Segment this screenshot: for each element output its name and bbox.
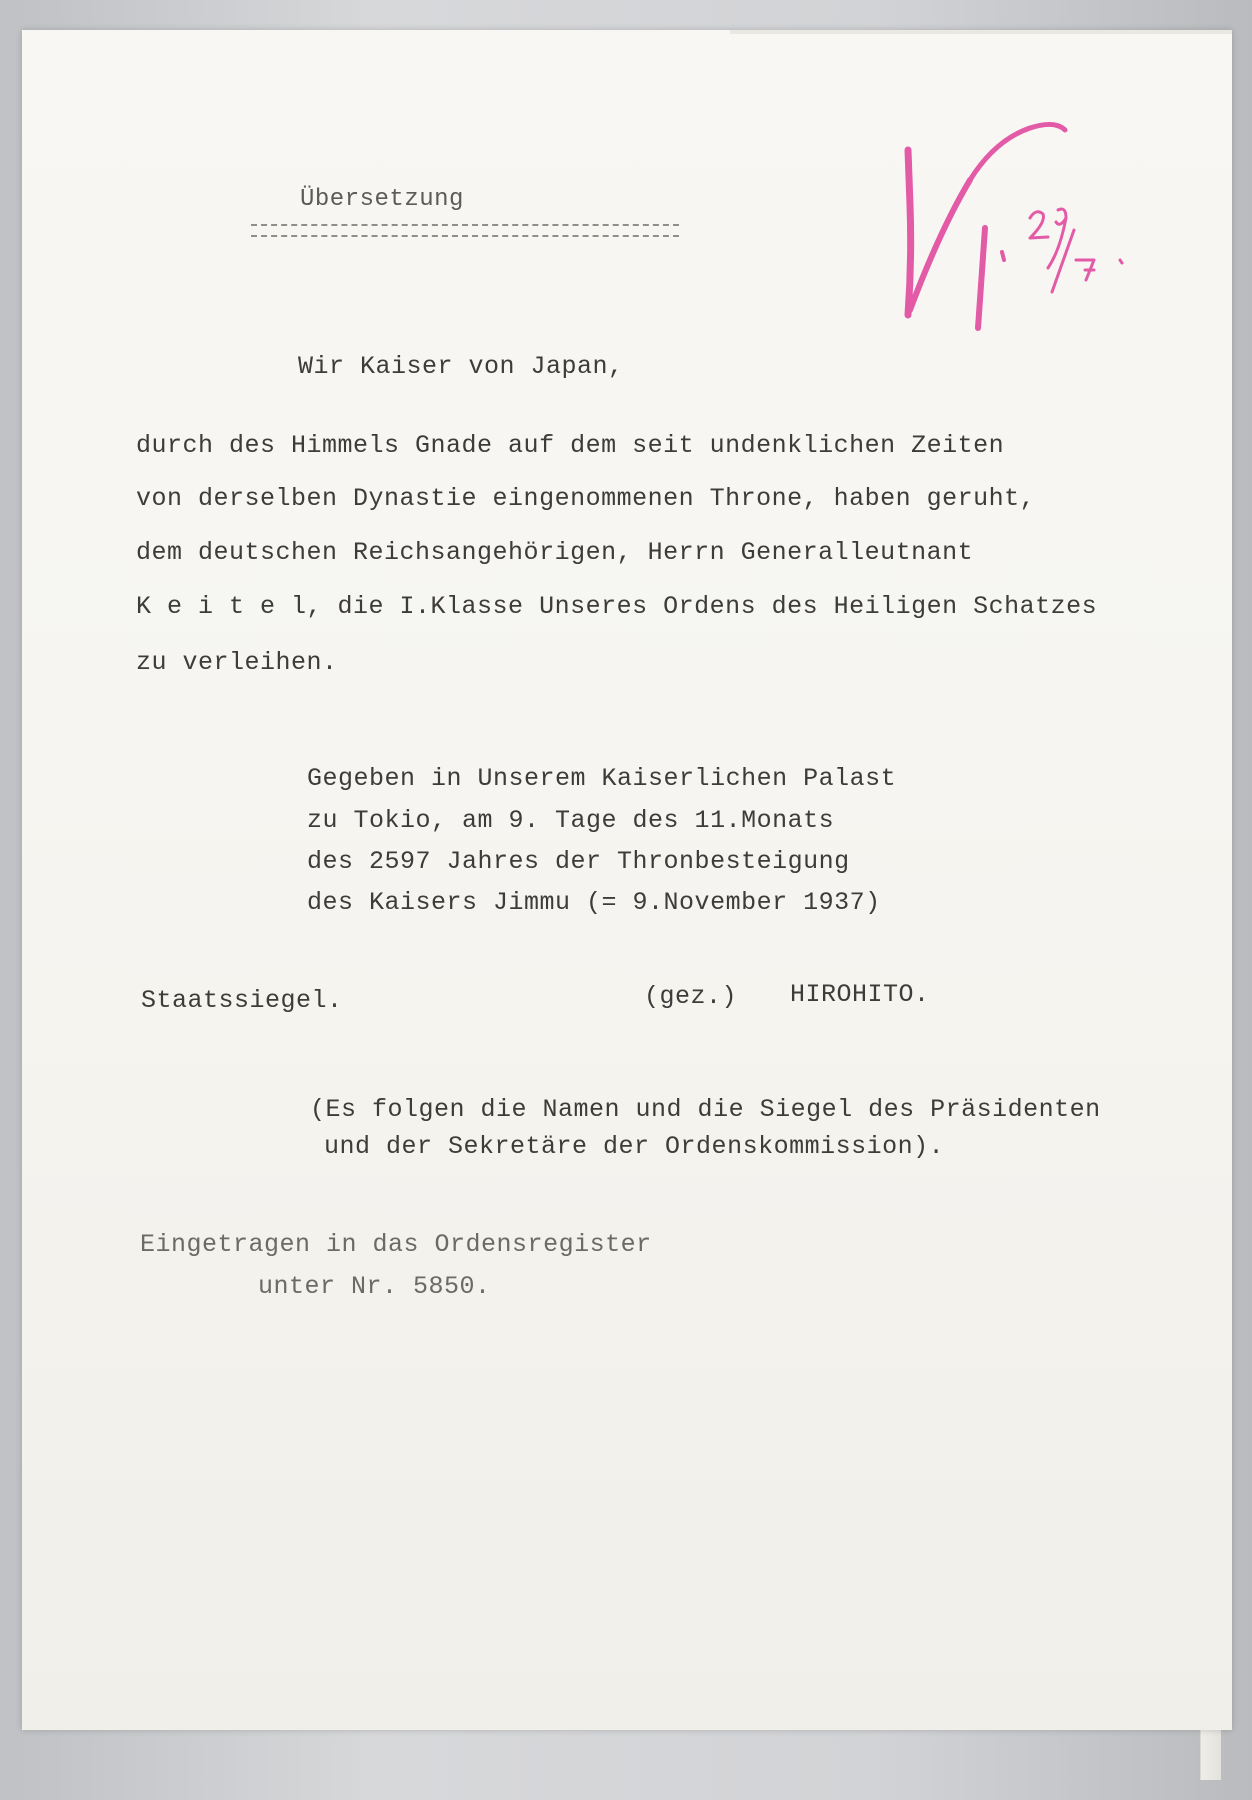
- title-underline: [251, 224, 679, 237]
- given-line: zu Tokio, am 9. Tage des 11.Monats: [307, 806, 835, 835]
- note-line: (Es folgen die Namen und die Siegel des Präsidenten: [310, 1095, 1101, 1124]
- register-line: unter Nr. 5850.: [258, 1272, 491, 1301]
- state-seal-label: Staatssiegel.: [141, 986, 343, 1015]
- signer-name: HIROHITO.: [790, 980, 930, 1009]
- given-line: Gegeben in Unserem Kaiserlichen Palast: [307, 764, 897, 793]
- body-line: K e i t e l, die I.Klasse Unseres Ordens des Heiligen Schatzes: [136, 592, 1098, 621]
- handwritten-initial-mark: [880, 110, 1140, 340]
- given-line: des 2597 Jahres der Thronbesteigung: [307, 847, 850, 876]
- body-line: zu verleihen.: [136, 648, 338, 677]
- register-line: Eingetragen in das Ordensregister: [140, 1230, 652, 1259]
- body-line: von derselben Dynastie eingenommenen Throne, haben geruht,: [136, 484, 1036, 513]
- given-line: des Kaisers Jimmu (= 9.November 1937): [307, 888, 881, 917]
- signed-prefix: (gez.): [644, 982, 738, 1011]
- body-line: durch des Himmels Gnade auf dem seit undenklichen Zeiten: [136, 431, 1005, 460]
- document-title: Übersetzung: [300, 186, 464, 213]
- note-line: und der Sekretäre der Ordenskommission).: [324, 1132, 945, 1161]
- salutation-line: Wir Kaiser von Japan,: [298, 352, 624, 381]
- body-line: dem deutschen Reichsangehörigen, Herrn Generalleutnant: [136, 538, 974, 567]
